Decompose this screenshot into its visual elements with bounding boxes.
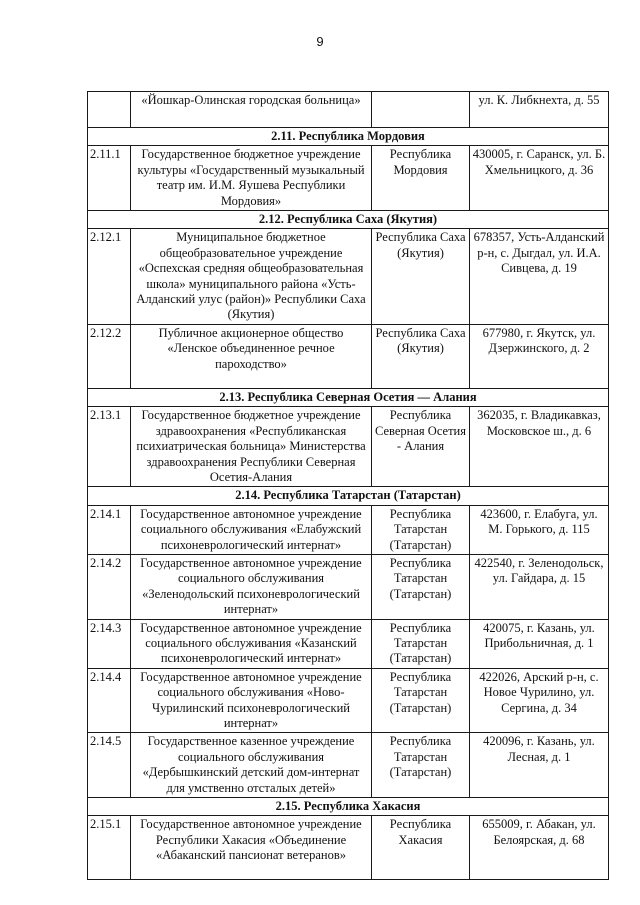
region: Республика Татарстан (Татарстан) (372, 668, 470, 733)
institution-name: «Йошкар-Олинская городская больница» (131, 92, 372, 128)
section-header (88, 487, 609, 505)
address: 422026, Арский р-н, с. Новое Чурилино, ул. Сергина, д. 34 (470, 668, 609, 733)
address: 423600, г. Елабуга, ул. М. Горького, д. 115 (470, 505, 609, 554)
page-number: 9 (316, 34, 324, 49)
section-header (88, 211, 609, 229)
address: ул. К. Либкнехта, д. 55 (470, 92, 609, 128)
row-number: 2.15.1 (88, 816, 131, 880)
table-row (88, 505, 609, 554)
region: Республика Татарстан (Татарстан) (372, 505, 470, 554)
row-number: 2.13.1 (88, 407, 131, 487)
address: 420096, г. Казань, ул. Лесная, д. 1 (470, 733, 609, 798)
address: 430005, г. Саранск, ул. Б. Хмельницкого, д. 36 (470, 146, 609, 211)
row-number (88, 92, 131, 128)
table-row (88, 229, 609, 324)
row-number: 2.12.1 (88, 229, 131, 324)
region: Республика Саха (Якутия) (372, 324, 470, 388)
region: Республика Саха (Якутия) (372, 229, 470, 324)
region: Республика Татарстан (Татарстан) (372, 733, 470, 798)
table-row (88, 407, 609, 487)
row-number: 2.14.1 (88, 505, 131, 554)
table-row (88, 554, 609, 619)
table-row (88, 146, 609, 211)
institution-name: Государственное автономное учреждение Республики Хакасия «Объединение «Абаканский пансионат ветеранов» (131, 816, 372, 880)
section-title: 2.12. Республика Саха (Якутия) (88, 211, 609, 229)
institution-name: Государственное автономное учреждение социального обслуживания «Ново-Чурилинский психоневрологический интернат» (131, 668, 372, 733)
row-number: 2.12.2 (88, 324, 131, 388)
table-row (88, 619, 609, 668)
section-header (88, 388, 609, 406)
row-number: 2.11.1 (88, 146, 131, 211)
address: 678357, Усть-Алданский р-н, с. Дыгдал, ул. И.А. Сивцева, д. 19 (470, 229, 609, 324)
institution-name: Государственное казенное учреждение социального обслуживания «Дербышкинский детский дом-интернат для умственно отсталых детей» (131, 733, 372, 798)
table-row (88, 92, 609, 128)
region (372, 92, 470, 128)
row-number: 2.14.2 (88, 554, 131, 619)
table-row (88, 324, 609, 388)
institution-name: Государственное бюджетное учреждение здравоохранения «Республиканская психиатрическая больница» Министерства здравоохранения Республики Северная Осетия-Алания (131, 407, 372, 487)
section-header (88, 798, 609, 816)
address: 655009, г. Абакан, ул. Белоярская, д. 68 (470, 816, 609, 880)
region: Республика Северная Осетия - Алания (372, 407, 470, 487)
institution-name: Государственное автономное учреждение социального обслуживания «Зеленодольский психоневрологический интернат» (131, 554, 372, 619)
address: 362035, г. Владикавказ, Московское ш., д. 6 (470, 407, 609, 487)
institution-name: Муниципальное бюджетное общеобразовательное учреждение «Оспехская средняя общеобразовательная школа» муниципального района «Усть-Алданский улус (район)» Республики Саха (Якутия) (131, 229, 372, 324)
section-title: 2.13. Республика Северная Осетия — Алания (88, 388, 609, 406)
section-header (88, 128, 609, 146)
institution-name: Государственное бюджетное учреждение культуры «Государственный музыкальный театр им. И.М. Яушева Республики Мордовия» (131, 146, 372, 211)
address: 677980, г. Якутск, ул. Дзержинского, д. 2 (470, 324, 609, 388)
institution-name: Государственное автономное учреждение социального обслуживания «Казанский психоневрологический интернат» (131, 619, 372, 668)
section-title: 2.11. Республика Мордовия (88, 128, 609, 146)
table-row (88, 816, 609, 880)
row-number: 2.14.4 (88, 668, 131, 733)
table-row (88, 668, 609, 733)
region: Республика Хакасия (372, 816, 470, 880)
institution-name: Публичное акционерное общество «Ленское объединенное речное пароходство» (131, 324, 372, 388)
region: Республика Татарстан (Татарстан) (372, 554, 470, 619)
section-title: 2.15. Республика Хакасия (88, 798, 609, 816)
institution-name: Государственное автономное учреждение социального обслуживания «Елабужский психоневрологический интернат» (131, 505, 372, 554)
table-row (88, 733, 609, 798)
region: Республика Мордовия (372, 146, 470, 211)
row-number: 2.14.5 (88, 733, 131, 798)
section-title: 2.14. Республика Татарстан (Татарстан) (88, 487, 609, 505)
address: 422540, г. Зеленодольск, ул. Гайдара, д. 15 (470, 554, 609, 619)
row-number: 2.14.3 (88, 619, 131, 668)
region: Республика Татарстан (Татарстан) (372, 619, 470, 668)
address: 420075, г. Казань, ул. Прибольничная, д. 1 (470, 619, 609, 668)
institutions-table (87, 91, 609, 880)
